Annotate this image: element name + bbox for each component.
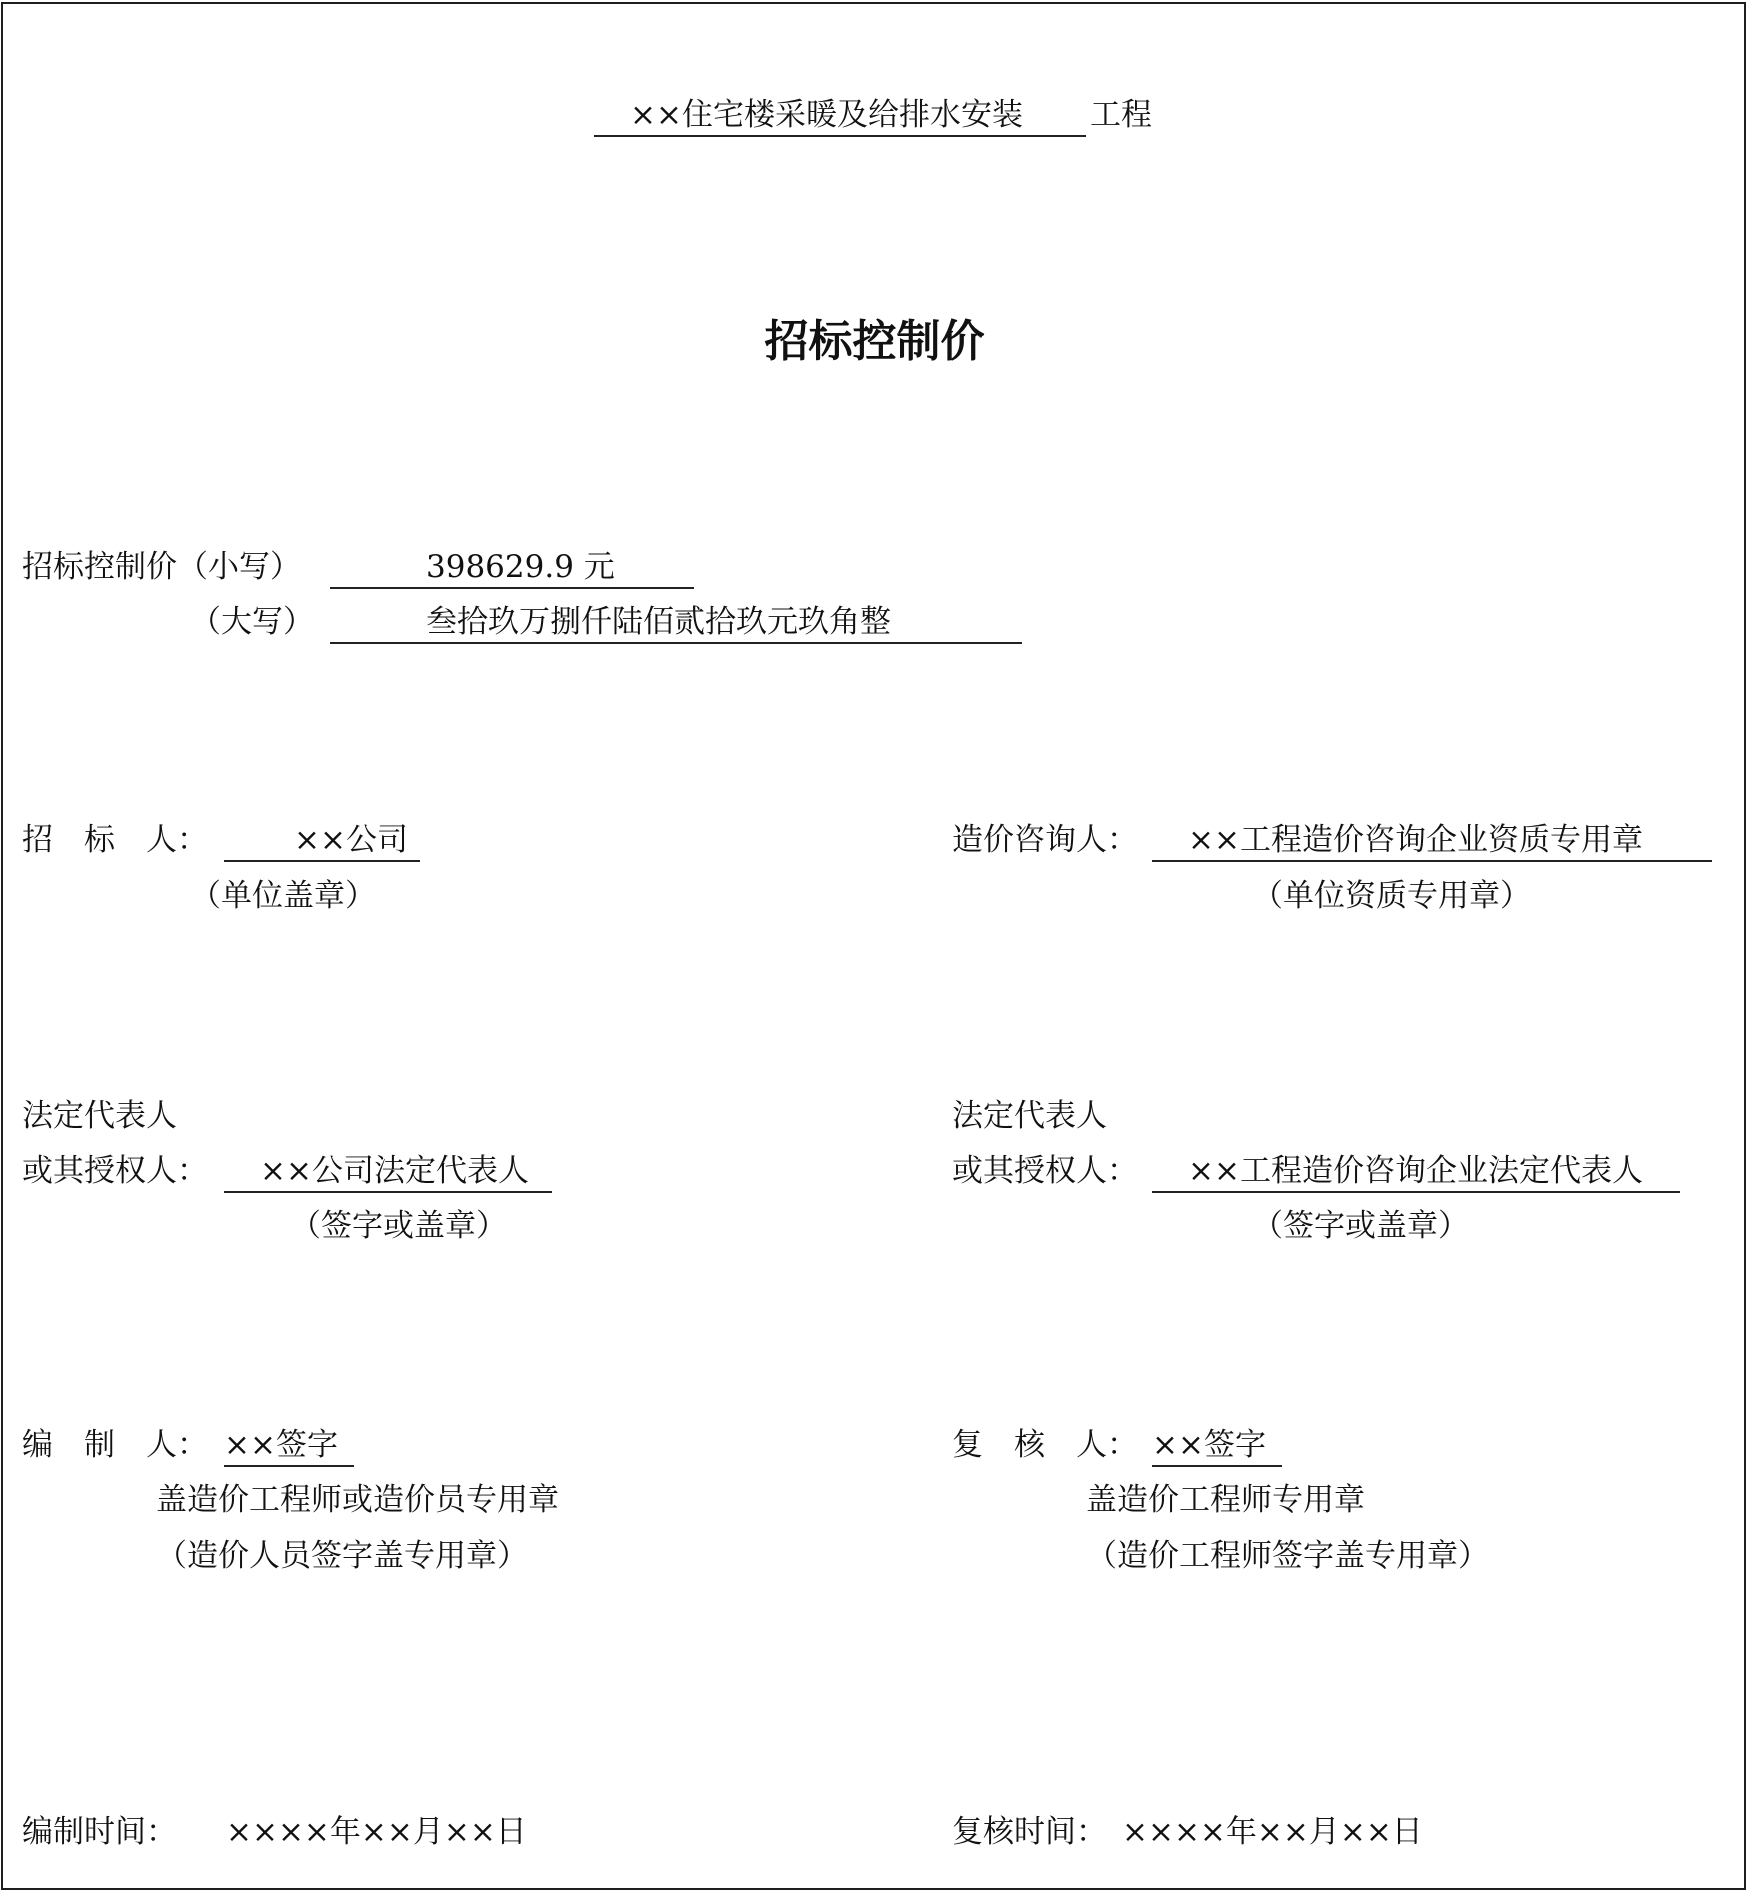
legal-left-line1: 法定代表人 xyxy=(22,1098,177,1134)
reviewer-line2: （造价工程师签字盖专用章） xyxy=(1086,1538,1489,1574)
compile-time-value: ××××年××月××日 xyxy=(226,1814,527,1850)
legal-right-line2: 或其授权人： xyxy=(952,1153,1138,1189)
compiler-field xyxy=(224,1425,354,1467)
tenderer-label: 招 标 人： xyxy=(22,822,208,858)
consultant-field xyxy=(1152,820,1712,862)
project-name-field xyxy=(594,95,1086,137)
legal-left-value: ××公司法定代表人 xyxy=(260,1153,529,1189)
price-upper-label: （大写） xyxy=(190,604,314,640)
compiler-line2: （造价人员签字盖专用章） xyxy=(156,1538,528,1574)
legal-right-value: ××工程造价咨询企业法定代表人 xyxy=(1188,1153,1643,1189)
compiler-value: ××签字 xyxy=(224,1427,338,1463)
legal-left-field xyxy=(224,1151,552,1193)
price-upper-field xyxy=(330,602,1022,644)
price-lower-label: 招标控制价（小写） xyxy=(22,549,301,585)
tenderer-note: （单位盖章） xyxy=(190,878,376,914)
compiler-label: 编 制 人： xyxy=(22,1427,208,1463)
consultant-note: （单位资质专用章） xyxy=(1252,878,1531,914)
reviewer-label: 复 核 人： xyxy=(952,1427,1138,1463)
review-time-label: 复核时间： xyxy=(952,1814,1107,1850)
reviewer-line1: 盖造价工程师专用章 xyxy=(1086,1482,1365,1518)
project-name: ××住宅楼采暖及给排水安装 xyxy=(630,97,1023,133)
price-upper-value: 叁拾玖万捌仟陆佰贰拾玖元玖角整 xyxy=(426,604,891,640)
legal-right-field xyxy=(1152,1151,1680,1193)
consultant-label: 造价咨询人： xyxy=(952,822,1138,858)
legal-right-line1: 法定代表人 xyxy=(952,1098,1107,1134)
price-lower-field xyxy=(330,547,694,589)
page-title: 招标控制价 xyxy=(764,316,985,367)
reviewer-field xyxy=(1152,1425,1282,1467)
compile-time-label: 编制时间： xyxy=(22,1814,177,1850)
legal-right-note: （签字或盖章） xyxy=(1252,1208,1469,1244)
page-border xyxy=(1,2,1746,1890)
compiler-line1: 盖造价工程师或造价员专用章 xyxy=(156,1482,559,1518)
project-suffix: 工程 xyxy=(1090,97,1152,133)
price-lower-value: 398629.9 元 xyxy=(426,549,615,585)
legal-left-note: （签字或盖章） xyxy=(290,1208,507,1244)
tenderer-value: ××公司 xyxy=(294,822,408,858)
review-time-value: ××××年××月××日 xyxy=(1122,1814,1423,1850)
reviewer-value: ××签字 xyxy=(1152,1427,1266,1463)
tenderer-field xyxy=(224,820,420,862)
consultant-value: ××工程造价咨询企业资质专用章 xyxy=(1188,822,1643,858)
legal-left-line2: 或其授权人： xyxy=(22,1153,208,1189)
